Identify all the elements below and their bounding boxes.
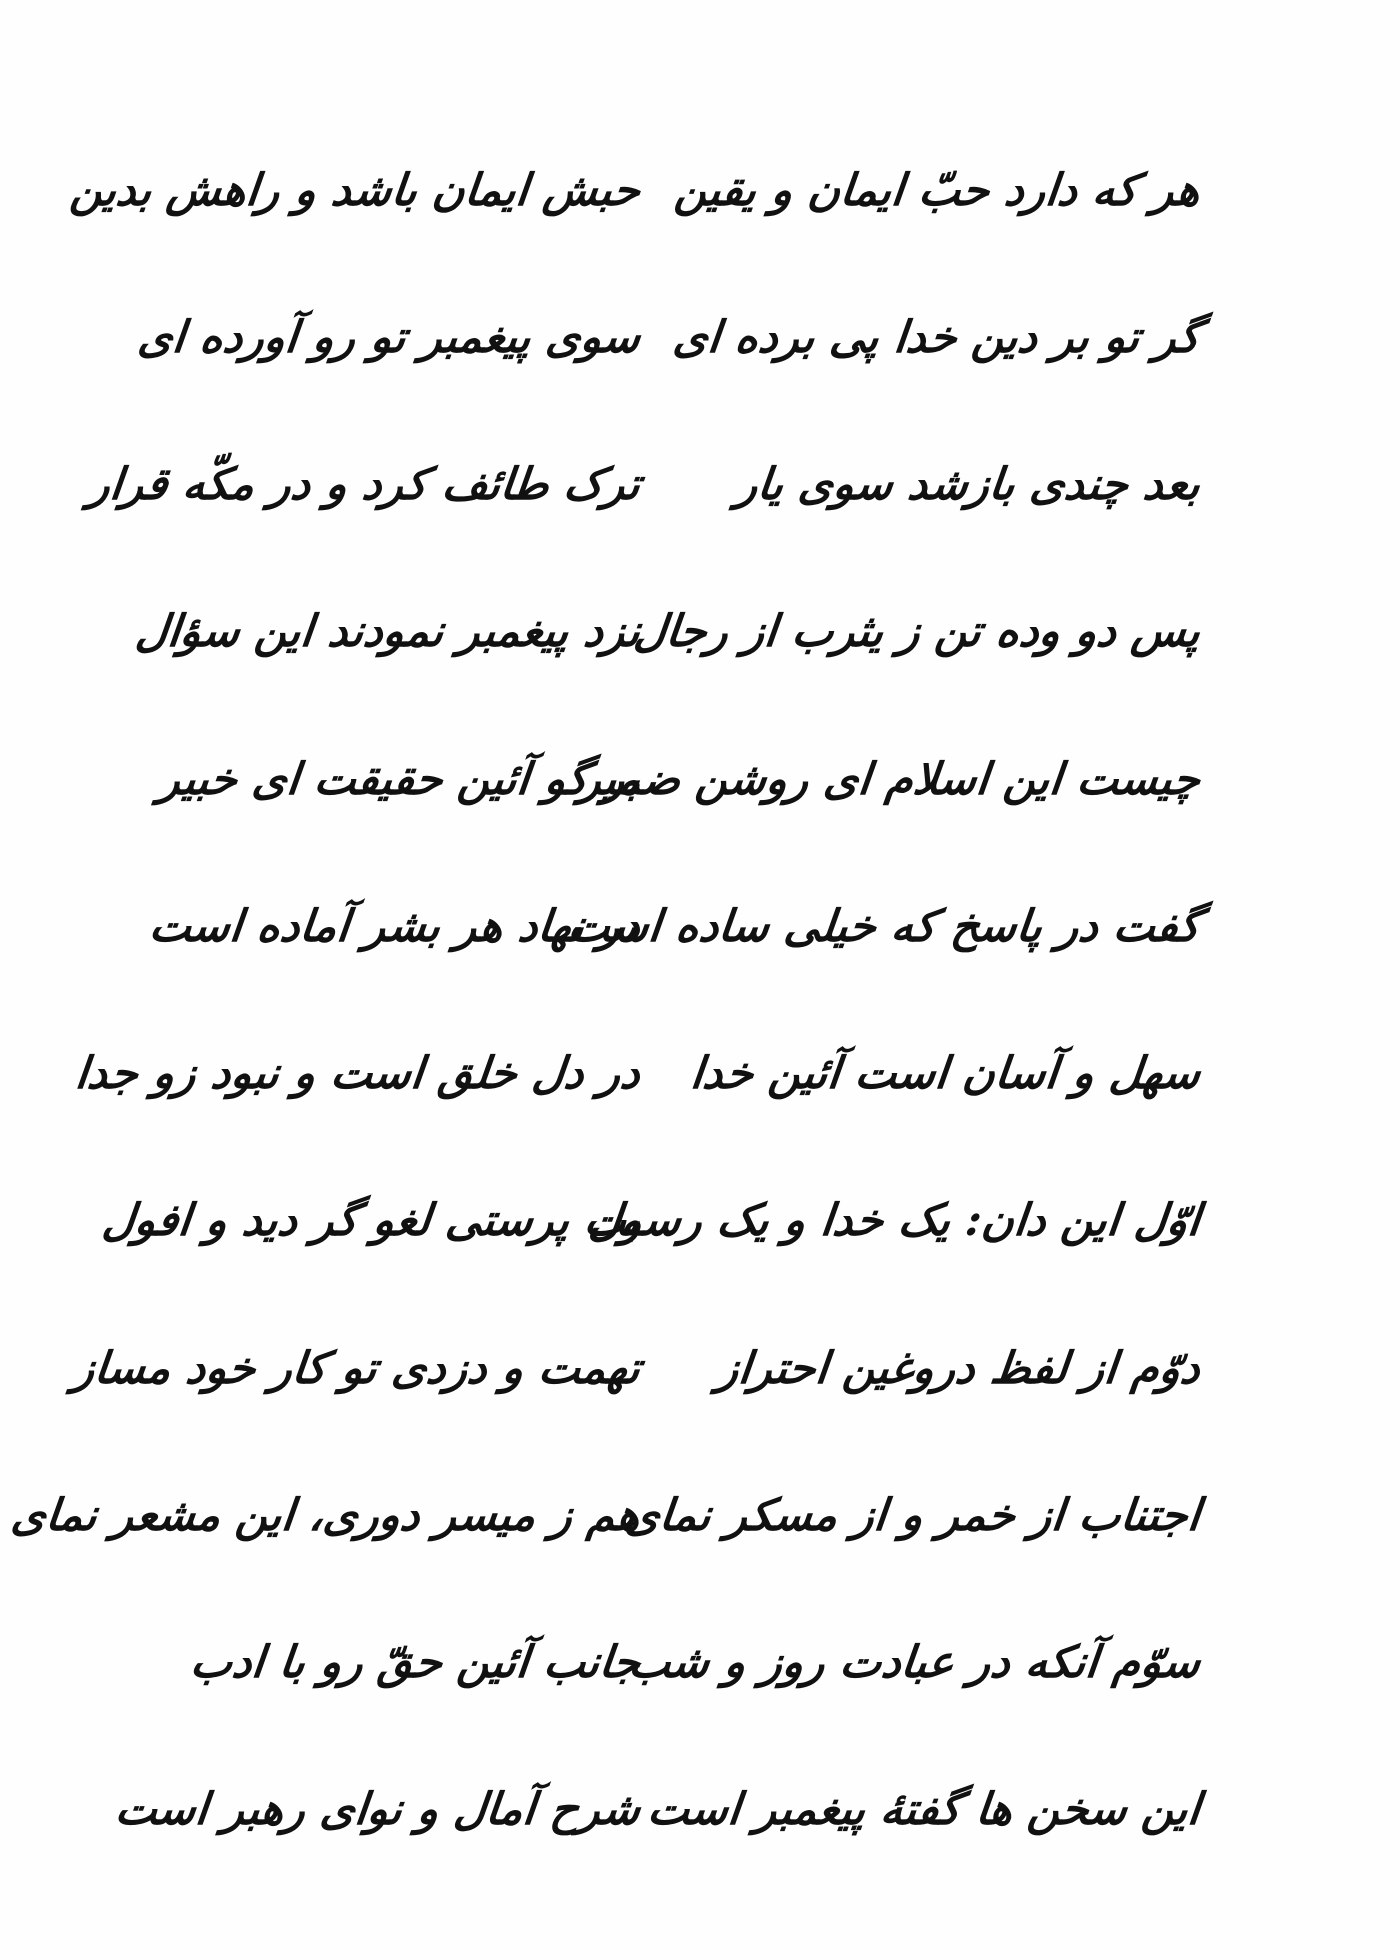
couplet-9: [70, 1318, 1203, 1418]
hemistich-left: جانب آئین حقّ رو با ادب: [188, 1637, 643, 1689]
hemistich-left: در نهاد هر بشر آماده است: [146, 900, 643, 952]
hemistich-left: بر گو آئین حقیقت ای خبیر: [156, 753, 643, 805]
hemistich-right: گفت در پاسخ که خیلی ساده است: [565, 900, 1203, 952]
hemistich-right: دوّم از لفظ دروغین احتراز: [714, 1342, 1203, 1394]
couplet-5: [156, 729, 1203, 829]
couplet-8: [99, 1171, 1203, 1271]
couplet-7: [72, 1024, 1203, 1124]
hemistich-left: نزد پیغمبر نمودند این سؤال: [133, 606, 643, 658]
couplet-10: [8, 1465, 1203, 1565]
hemistich-right: اوّل این دان: یک خدا و یک رسول: [586, 1195, 1203, 1247]
couplet-1: [67, 140, 1203, 240]
hemistich-left: ترک طائف کرد و در مکّه قرار: [86, 459, 643, 511]
hemistich-right: پس دو وده تن ز یثرب از رجال: [631, 606, 1203, 658]
hemistich-left: حبش ایمان باشد و راهش بدین: [67, 164, 643, 216]
poem: [8, 140, 1203, 1860]
hemistich-right: چیست این اسلام ای روشن ضمیر: [577, 753, 1203, 805]
hemistich-right: سوّم آنکه در عبادت روز و شب: [626, 1637, 1203, 1689]
couplet-11: [188, 1613, 1203, 1713]
hemistich-left: بت پرستی لغو گر دید و افول: [99, 1195, 643, 1247]
couplet-4: [133, 582, 1203, 682]
hemistich-right: سهل و آسان است آئین خدا: [688, 1048, 1203, 1100]
couplet-6: [146, 876, 1203, 976]
hemistich-right: گر تو بر دین خدا پی برده ای: [670, 311, 1203, 363]
couplet-2: [135, 287, 1203, 387]
hemistich-right: این سخن ها گفتهٔ پیغمبر است: [645, 1784, 1203, 1836]
hemistich-left: در دل خلق است و نبود زو جدا: [72, 1048, 643, 1100]
hemistich-left: سوی پیغمبر تو رو آورده ای: [135, 311, 643, 363]
hemistich-right: بعد چندی بازشد سوی یار: [733, 459, 1203, 511]
hemistich-left: شرح آمال و نوای رهبر است: [112, 1784, 643, 1836]
hemistich-left: هم ز میسر دوری، این مشعر نمای: [8, 1489, 643, 1541]
hemistich-right: هر که دارد حبّ ایمان و یقین: [672, 164, 1203, 216]
hemistich-left: تهمت و دزدی تو کار خود مساز: [70, 1342, 643, 1394]
couplet-3: [86, 435, 1203, 535]
couplet-12: [112, 1760, 1203, 1860]
hemistich-right: اجتناب از خمر و از مسکر نمای: [622, 1489, 1203, 1541]
